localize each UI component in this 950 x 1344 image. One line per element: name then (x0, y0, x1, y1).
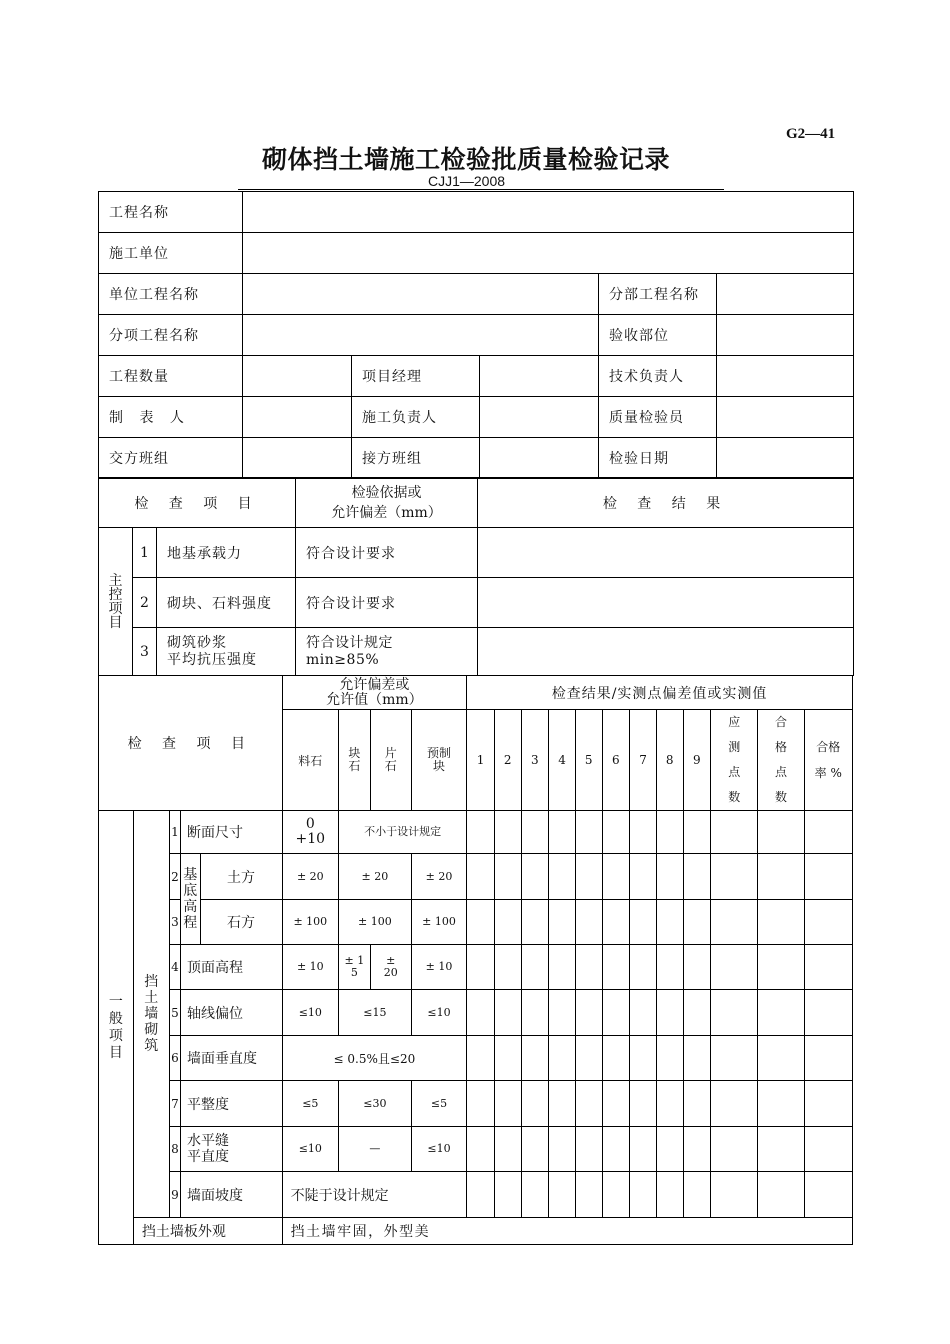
sub-col-precast: 预制 块 (411, 710, 466, 811)
cell[interactable] (711, 1036, 758, 1081)
cell[interactable] (575, 900, 602, 945)
cell[interactable] (549, 900, 576, 945)
main-row-1-no: 1 (133, 528, 157, 578)
gen-row-4-no: 4 (169, 945, 180, 990)
cell[interactable] (630, 900, 657, 945)
cell[interactable] (758, 1127, 804, 1172)
main-row-2-basis: 符合设计要求 (296, 578, 478, 628)
label-unit-project: 单位工程名称 (99, 274, 243, 315)
cell[interactable] (575, 1036, 602, 1081)
cell[interactable] (494, 1127, 521, 1172)
point-col-8: 8 (656, 710, 683, 811)
cell[interactable] (521, 854, 549, 900)
main-control-table (98, 477, 854, 676)
cell[interactable] (602, 945, 630, 990)
field-receiving-team[interactable] (480, 438, 599, 479)
label-project-name: 工程名称 (99, 192, 243, 233)
gen-row-1-item: 断面尺寸 (181, 811, 283, 854)
label-acceptance-part: 验收部位 (599, 315, 717, 356)
main-row-3-item: 砌筑砂浆 平均抗压强度 (157, 628, 296, 676)
main-col-item: 检 查 项 目 (99, 478, 296, 528)
cell[interactable] (656, 1172, 683, 1218)
cell[interactable] (549, 945, 576, 990)
label-receiving-team: 接方班组 (352, 438, 480, 479)
cell[interactable] (549, 1172, 576, 1218)
gen-row-6-v: ≤ 0.5%且≤20 (282, 1036, 467, 1081)
cell[interactable] (683, 811, 711, 854)
cell[interactable] (656, 811, 683, 854)
page-title: 砌体挡土墙施工检验批质量检验记录 (262, 145, 671, 174)
cell[interactable] (494, 990, 521, 1036)
cell[interactable] (549, 854, 576, 900)
cell[interactable] (656, 945, 683, 990)
cell[interactable] (804, 1172, 852, 1218)
appearance-item: 挡土墙板外观 (133, 1218, 282, 1245)
gen-row-2-item: 土方 (200, 854, 282, 900)
cell[interactable] (683, 854, 711, 900)
point-col-1: 1 (467, 710, 495, 811)
gen-row-7-v2: ≤30 (339, 1081, 412, 1127)
cell[interactable] (467, 1036, 495, 1081)
cell[interactable] (602, 1127, 630, 1172)
cell[interactable] (575, 990, 602, 1036)
cell[interactable] (575, 811, 602, 854)
gen-row-5-v2: ≤15 (339, 990, 412, 1036)
cell[interactable] (467, 900, 495, 945)
cell[interactable] (602, 811, 630, 854)
cell[interactable] (602, 854, 630, 900)
cell[interactable] (683, 1172, 711, 1218)
appearance-requirement: 挡土墙牢固，外型美 (282, 1218, 852, 1245)
gen-row-4-v1: ± 10 (282, 945, 338, 990)
form-code: G2—41 (786, 126, 836, 142)
cell[interactable] (656, 1036, 683, 1081)
cell[interactable] (804, 900, 852, 945)
point-col-9: 9 (683, 710, 711, 811)
gen-row-2-no: 2 (169, 854, 180, 900)
main-row-1-result[interactable] (478, 528, 854, 578)
cell[interactable] (602, 1036, 630, 1081)
label-tech-lead: 技术负责人 (599, 356, 717, 397)
elevation-group-label: 基底高程 (181, 854, 200, 945)
gen-row-1-v2: 不小于设计规定 (339, 811, 467, 854)
col-pass-rate: 合格 率 % (804, 710, 852, 811)
cell[interactable] (804, 1036, 852, 1081)
cell[interactable] (575, 1127, 602, 1172)
cell[interactable] (494, 1081, 521, 1127)
main-row-1-item: 地基承载力 (157, 528, 296, 578)
cell[interactable] (630, 1081, 657, 1127)
main-row-3-result[interactable] (478, 628, 854, 676)
cell[interactable] (758, 945, 804, 990)
field-project-manager[interactable] (480, 356, 599, 397)
cell[interactable] (683, 900, 711, 945)
col-pass-count: 合 格 点 数 (758, 710, 804, 811)
cell[interactable] (630, 1172, 657, 1218)
main-row-3-no: 3 (133, 628, 157, 676)
cell[interactable] (575, 1081, 602, 1127)
gen-row-9-no: 9 (169, 1172, 180, 1218)
general-subgroup-label: 挡土墙砌筑 (133, 811, 169, 1218)
cell[interactable] (758, 854, 804, 900)
main-group-label: 主控项目 (99, 528, 133, 676)
cell[interactable] (711, 1172, 758, 1218)
cell[interactable] (467, 1172, 495, 1218)
general-col-item: 检 查 项 目 (99, 676, 283, 811)
gen-row-9-item: 墙面坡度 (181, 1172, 283, 1218)
gen-row-5-item: 轴线偏位 (181, 990, 283, 1036)
label-handover-team: 交方班组 (99, 438, 243, 479)
field-acceptance-part[interactable] (717, 315, 854, 356)
header-info-table (98, 191, 854, 479)
gen-row-8-no: 8 (169, 1127, 180, 1172)
main-col-basis-line2: 允许偏差（mm） (331, 504, 442, 521)
label-item-project: 分项工程名称 (99, 315, 243, 356)
cell[interactable] (711, 990, 758, 1036)
cell[interactable] (575, 945, 602, 990)
sub-col-block: 块 石 (339, 710, 371, 811)
field-table-maker[interactable] (243, 397, 352, 438)
main-col-basis-line1: 检验依据或 (351, 484, 422, 501)
gen-row-4-v3: ± 20 (370, 945, 411, 990)
main-row-3-basis: 符合设计规定 min≥85% (296, 628, 478, 676)
field-contractor[interactable] (243, 233, 854, 274)
general-col-result: 检查结果/实测点偏差值或实测值 (467, 676, 853, 710)
field-quantity[interactable] (243, 356, 352, 397)
cell[interactable] (602, 900, 630, 945)
field-unit-project[interactable] (243, 274, 599, 315)
gen-row-3-v2: ± 100 (339, 900, 412, 945)
gen-row-8-v2: — (339, 1127, 412, 1172)
cell[interactable] (656, 854, 683, 900)
col-should-count: 应 测 点 数 (711, 710, 758, 811)
field-item-project[interactable] (243, 315, 599, 356)
cell[interactable] (467, 1127, 495, 1172)
cell[interactable] (575, 1172, 602, 1218)
cell[interactable] (683, 1036, 711, 1081)
cell[interactable] (804, 1127, 852, 1172)
cell[interactable] (549, 811, 576, 854)
cell[interactable] (711, 1081, 758, 1127)
main-col-basis (296, 478, 478, 528)
gen-row-5-v3: ≤10 (411, 990, 466, 1036)
cell[interactable] (494, 811, 521, 854)
gen-row-7-v1: ≤5 (282, 1081, 338, 1127)
cell[interactable] (467, 854, 495, 900)
cell[interactable] (467, 990, 495, 1036)
cell[interactable] (630, 1127, 657, 1172)
gen-row-2-v2: ± 20 (339, 854, 412, 900)
cell[interactable] (683, 1081, 711, 1127)
cell[interactable] (804, 854, 852, 900)
label-qc-inspector: 质量检验员 (599, 397, 717, 438)
field-inspection-date[interactable] (717, 438, 854, 479)
field-handover-team[interactable] (243, 438, 352, 479)
label-sub-project: 分部工程名称 (599, 274, 717, 315)
cell[interactable] (549, 1127, 576, 1172)
label-contractor: 施工单位 (99, 233, 243, 274)
field-project-name[interactable] (243, 192, 854, 233)
sub-col-slab: 片 石 (370, 710, 411, 811)
cell[interactable] (521, 1036, 549, 1081)
standard-code: CJJ1—2008 (428, 173, 506, 189)
gen-row-4-item: 顶面高程 (181, 945, 283, 990)
gen-row-1-v1: 0 +10 (282, 811, 338, 854)
gen-row-7-v3: ≤5 (411, 1081, 466, 1127)
point-col-2: 2 (494, 710, 521, 811)
cell[interactable] (549, 1081, 576, 1127)
point-col-7: 7 (630, 710, 657, 811)
cell[interactable] (804, 990, 852, 1036)
cell[interactable] (521, 1172, 549, 1218)
cell[interactable] (656, 1127, 683, 1172)
point-col-5: 5 (575, 710, 602, 811)
main-row-2-item: 砌块、石料强度 (157, 578, 296, 628)
gen-row-5-no: 5 (169, 990, 180, 1036)
main-col-result: 检 查 结 果 (478, 478, 854, 528)
cell[interactable] (804, 945, 852, 990)
cell[interactable] (804, 1081, 852, 1127)
cell[interactable] (467, 945, 495, 990)
cell[interactable] (711, 945, 758, 990)
main-row-2-result[interactable] (478, 578, 854, 628)
cell[interactable] (656, 990, 683, 1036)
gen-row-7-item: 平整度 (181, 1081, 283, 1127)
sub-col-rubble: 料石 (282, 710, 338, 811)
point-col-4: 4 (549, 710, 576, 811)
point-col-6: 6 (602, 710, 630, 811)
main-row-1-basis: 符合设计要求 (296, 528, 478, 578)
cell[interactable] (467, 811, 495, 854)
cell[interactable] (711, 811, 758, 854)
gen-row-3-no: 3 (169, 900, 180, 945)
cell[interactable] (494, 1172, 521, 1218)
general-col-allow: 允许偏差或 允许值（mm） (282, 676, 467, 710)
field-qc-inspector[interactable] (717, 397, 854, 438)
cell[interactable] (758, 1036, 804, 1081)
cell[interactable] (630, 854, 657, 900)
cell[interactable] (494, 900, 521, 945)
gen-row-2-v1: ± 20 (282, 854, 338, 900)
cell[interactable] (549, 990, 576, 1036)
cell[interactable] (630, 1036, 657, 1081)
gen-row-1-no: 1 (169, 811, 180, 854)
main-row-2-no: 2 (133, 578, 157, 628)
general-items-table (98, 675, 853, 1245)
cell[interactable] (711, 900, 758, 945)
title-underline (238, 189, 724, 190)
cell[interactable] (711, 1127, 758, 1172)
gen-row-3-v3: ± 100 (411, 900, 466, 945)
cell[interactable] (711, 854, 758, 900)
cell[interactable] (521, 945, 549, 990)
cell[interactable] (602, 990, 630, 1036)
gen-row-6-no: 6 (169, 1036, 180, 1081)
cell[interactable] (683, 1127, 711, 1172)
cell[interactable] (630, 990, 657, 1036)
cell[interactable] (521, 1127, 549, 1172)
gen-row-3-item: 石方 (200, 900, 282, 945)
cell[interactable] (602, 1081, 630, 1127)
gen-row-8-v1: ≤10 (282, 1127, 338, 1172)
gen-row-3-v1: ± 100 (282, 900, 338, 945)
gen-row-9-v: 不陡于设计规定 (282, 1172, 467, 1218)
gen-row-4-v2: ± 1 5 (339, 945, 371, 990)
gen-row-7-no: 7 (169, 1081, 180, 1127)
label-construction-lead: 施工负责人 (352, 397, 480, 438)
gen-row-6-item: 墙面垂直度 (181, 1036, 283, 1081)
field-construction-lead[interactable] (480, 397, 599, 438)
cell[interactable] (758, 990, 804, 1036)
cell[interactable] (494, 1036, 521, 1081)
cell[interactable] (467, 1081, 495, 1127)
cell[interactable] (630, 945, 657, 990)
general-group-label: 一般项目 (99, 811, 134, 1245)
gen-row-5-v1: ≤10 (282, 990, 338, 1036)
field-sub-project[interactable] (717, 274, 854, 315)
cell[interactable] (521, 811, 549, 854)
cell[interactable] (758, 900, 804, 945)
cell[interactable] (494, 945, 521, 990)
point-col-3: 3 (521, 710, 549, 811)
label-table-maker: 制 表 人 (99, 397, 243, 438)
cell[interactable] (521, 990, 549, 1036)
label-project-manager: 项目经理 (352, 356, 480, 397)
cell[interactable] (758, 1172, 804, 1218)
cell[interactable] (521, 900, 549, 945)
cell[interactable] (521, 1081, 549, 1127)
cell[interactable] (602, 1172, 630, 1218)
cell[interactable] (758, 811, 804, 854)
cell[interactable] (758, 1081, 804, 1127)
cell[interactable] (494, 854, 521, 900)
gen-row-8-v3: ≤10 (411, 1127, 466, 1172)
cell[interactable] (656, 900, 683, 945)
label-inspection-date: 检验日期 (599, 438, 717, 479)
cell[interactable] (630, 811, 657, 854)
cell[interactable] (549, 1036, 576, 1081)
cell[interactable] (575, 854, 602, 900)
field-tech-lead[interactable] (717, 356, 854, 397)
cell[interactable] (656, 1081, 683, 1127)
cell[interactable] (683, 990, 711, 1036)
label-quantity: 工程数量 (99, 356, 243, 397)
cell[interactable] (683, 945, 711, 990)
gen-row-8-item: 水平缝 平直度 (181, 1127, 283, 1172)
gen-row-4-v4: ± 10 (411, 945, 466, 990)
gen-row-2-v3: ± 20 (411, 854, 466, 900)
cell[interactable] (804, 811, 852, 854)
